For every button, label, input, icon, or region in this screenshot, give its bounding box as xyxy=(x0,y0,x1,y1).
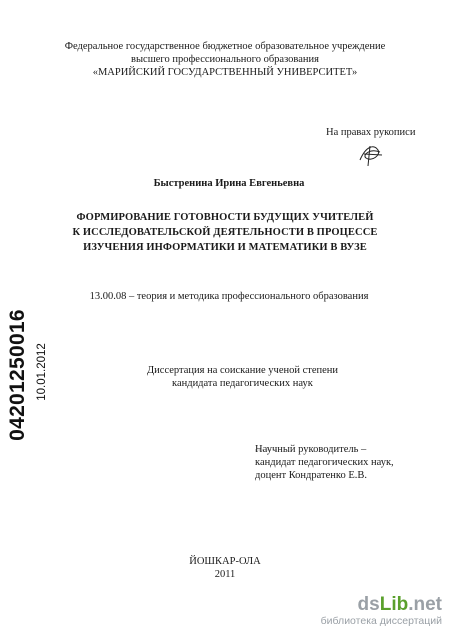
dslib-logo: dsLib.net xyxy=(357,594,442,615)
degree-line-2: кандидата педагогических наук xyxy=(172,378,313,389)
dslib-watermark xyxy=(321,595,442,627)
institution-line-2: высшего профессионального образования xyxy=(131,54,319,65)
author-name: Быстренина Ирина Евгеньевна xyxy=(153,178,305,189)
city: ЙОШКАР-ОЛА xyxy=(189,556,261,567)
dslib-subtitle: библиотека диссертаций xyxy=(320,615,442,627)
library-stamp-date: 10.01.2012 xyxy=(36,343,48,401)
title-line-1: ФОРМИРОВАНИЕ ГОТОВНОСТИ БУДУЩИХ УЧИТЕЛЕЙ xyxy=(76,212,374,223)
manuscript-note: На правах рукописи xyxy=(326,127,416,138)
title-line-3: ИЗУЧЕНИЯ ИНФОРМАТИКИ И МАТЕМАТИКИ В ВУЗЕ xyxy=(83,242,367,253)
degree-line-1: Диссертация на соискание ученой степени xyxy=(147,365,339,376)
supervisor-line-1: Научный руководитель – xyxy=(255,444,367,455)
institution-line-1: Федеральное государственное бюджетное образовательное учреждение xyxy=(64,41,386,52)
supervisor-line-3: доцент Кондратенко Е.В. xyxy=(255,470,368,481)
university-name: «МАРИЙСКИЙ ГОСУДАРСТВЕННЫЙ УНИВЕРСИТЕТ» xyxy=(92,67,358,78)
library-stamp-id: 04201250016 xyxy=(6,309,29,441)
supervisor-line-2: кандидат педагогических наук, xyxy=(255,457,394,468)
year: 2011 xyxy=(214,569,236,580)
signature-icon xyxy=(356,140,388,170)
title-line-2: К ИССЛЕДОВАТЕЛЬСКОЙ ДЕЯТЕЛЬНОСТИ В ПРОЦЕССЕ xyxy=(72,227,378,238)
specialty: 13.00.08 – теория и методика профессионального образования xyxy=(89,291,369,302)
